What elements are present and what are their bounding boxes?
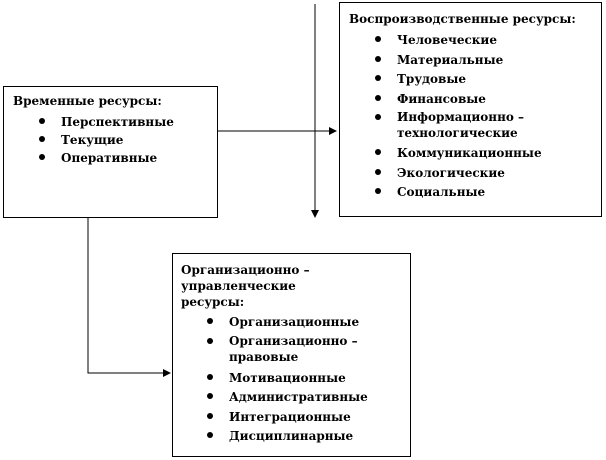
bullet-icon <box>207 338 213 344</box>
reproduction-resources-list <box>349 31 601 203</box>
list-item: Финансовые <box>397 90 601 110</box>
list-item: Экологические <box>397 164 601 184</box>
time-resources-title: Временные ресурсы: <box>13 94 162 108</box>
bullet-icon <box>39 118 45 124</box>
list-item: Организационные <box>229 313 410 333</box>
list-item: Организационно – правовые <box>229 333 369 365</box>
bullet-icon <box>375 114 381 120</box>
org-resources-box <box>172 253 411 457</box>
list-item: Перспективные <box>61 113 217 131</box>
list-item: Коммуникационные <box>397 144 601 164</box>
list-item: Мотивационные <box>229 369 410 389</box>
reproduction-resources-title: Воспроизводственные ресурсы: <box>349 12 576 26</box>
list-item: Текущие <box>61 131 217 149</box>
org-resources-title: Организационно – управленческие ресурсы: <box>181 263 310 309</box>
org-resources-list <box>181 313 410 447</box>
bullet-icon <box>375 36 381 42</box>
bullet-icon <box>207 393 213 399</box>
bullet-icon <box>375 75 381 81</box>
list-item: Интеграционные <box>229 408 410 428</box>
time-resources-box <box>3 86 218 218</box>
list-item: Материальные <box>397 51 601 71</box>
bullet-icon <box>39 136 45 142</box>
list-item: Административные <box>229 388 410 408</box>
bullet-icon <box>375 149 381 155</box>
bullet-icon <box>207 374 213 380</box>
list-item: Информационно – технологические <box>397 109 547 141</box>
bullet-icon <box>207 413 213 419</box>
list-item: Социальные <box>397 183 601 203</box>
time-resources-list <box>13 113 217 167</box>
bullet-icon <box>375 56 381 62</box>
list-item: Оперативные <box>61 149 217 167</box>
list-item: Человеческие <box>397 31 601 51</box>
bullet-icon <box>39 154 45 160</box>
list-item: Трудовые <box>397 70 601 90</box>
bullet-icon <box>375 95 381 101</box>
bullet-icon <box>375 188 381 194</box>
reproduction-resources-box <box>339 2 602 217</box>
arrow-time-to-organization <box>88 218 170 373</box>
bullet-icon <box>207 318 213 324</box>
list-item: Дисциплинарные <box>229 427 410 447</box>
bullet-icon <box>375 169 381 175</box>
bullet-icon <box>207 432 213 438</box>
